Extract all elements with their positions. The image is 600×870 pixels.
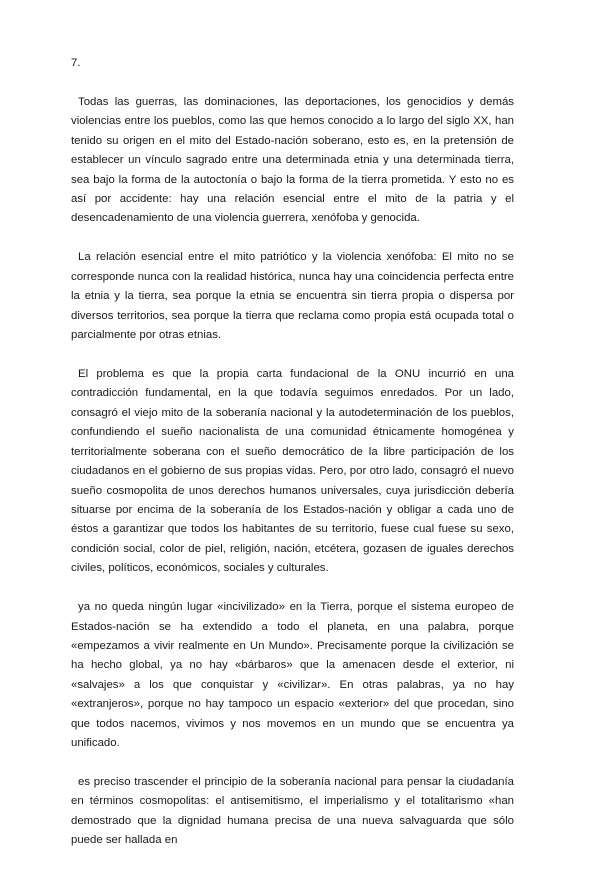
page-number: 7. [71,57,81,69]
body-text [71,93,514,870]
paragraph-3: El problema es que la propia carta fundacional de la ONU incurrió en una contradicción fundamental, en la que todavía seguimos enredados. Por un lado, consagró el viejo mito de la soberanía nacional y la autodeterminación de los pueblos, confundiendo el sueño nacionalista de una comunidad étnicamente homogénea y territorialmente soberana con el sueño democrático de la libre participación de los ciudadanos en el gobierno de sus propias vidas. Pero, por otro lado, consagró el nuevo sueño cosmopolita de unos derechos humanos universales, cuya jurisdicción debería situarse por encima de la soberanía de los Estados-nación y obligar a cada uno de éstos a garantizar que todos los habitantes de su territorio, fuese cual fuese su sexo, condición social, color de piel, religión, nación, etcétera, gozasen de iguales derechos civiles, políticos, económicos, sociales y culturales. [71,368,514,575]
paragraph-5: es preciso trascender el principio de la soberanía nacional para pensar la ciudadanía en términos cosmopolitas: el antisemitismo, el imperialismo y el totalitarismo «han demostrado que la dignidad humana precisa de una nueva salvaguarda que sólo puede ser hallada en [71,775,514,847]
paragraph-2: La relación esencial entre el mito patriótico y la violencia xenófoba: El mito no se corresponde nunca con la realidad histórica, nunca hay una coincidencia perfecta entre la etnia y la tierra, sea porque la etnia se encuentra sin tierra propia o dispersa por diversos territorios, sea porque la tierra que reclama como propia está ocupada total o parcialmente por otras etnias. [71,251,514,342]
paragraph-4: ya no queda ningún lugar «incivilizado» en la Tierra, porque el sistema europeo de Estados-nación se ha extendido a todo el planeta, en una palabra, porque «empezamos a vivir realmente en Un Mundo». Precisamente porque la civilización se ha hecho global, ya no hay «bárbaros» que la amenacen desde el exterior, ni «salvajes» a los que conquistar y «civilizar». En otras palabras, ya no hay «extranjeros», porque no hay tampoco un espacio «exterior» del que procedan, sino que todos nacemos, vivimos y nos movemos en un mundo que se encuentra ya unificado. [71,601,514,749]
paragraph-1: Todas las guerras, las dominaciones, las deportaciones, los genocidios y demás violencias entre los pueblos, como las que hemos conocido a lo largo del siglo XX, han tenido su origen en el mito del Estado-nación soberano, esto es, en la pretensión de establecer un vínculo sagrado entre una determinada etnia y una determinada tierra, sea bajo la forma de la autoctonía o bajo la forma de la tierra prometida. Y esto no es así por accidente: hay una relación esencial entre el mito de la patria y el desencadenamiento de una violencia guerrera, xenófoba y genocida. [71,96,514,225]
